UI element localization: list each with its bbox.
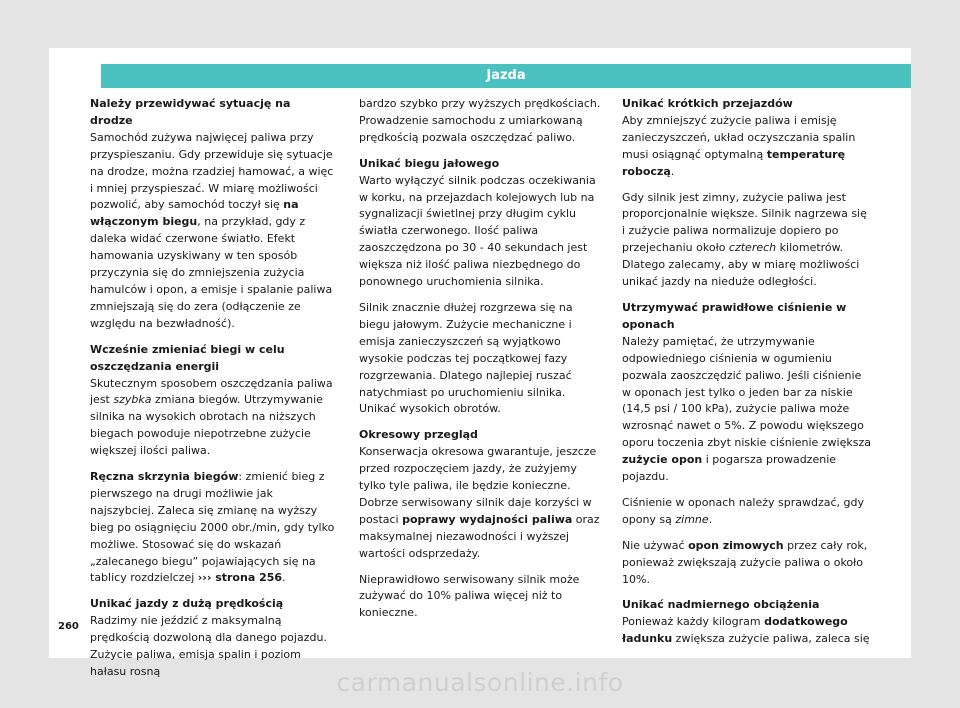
paragraph: Samochód zużywa najwięcej paliwa przy przyspieszaniu. Gdy przewiduje się sytuacje na drodze, można rzadziej hamować, a więc i mniej przyspieszać. W miarę możliwości pozwolić, aby samochód toczył się na włączonym biegu, na przykład, gdy z daleka widać czerwone światło. Efekt hamowania uzyskiwany w ten sposób przyczynia się do zmniejszenia zużycia hamulców i opon, a emisje i spalanie paliwa zmniejszają się do zera (odłączenie ze względu na bezwładność). — [90, 130, 334, 330]
heading-high-speed: Unikać jazdy z dużą prędkością — [90, 597, 284, 611]
heading-idle: Unikać biegu jałowego — [359, 156, 500, 170]
paragraph: Gdy silnik jest zimny, zużycie paliwa jest proporcjonalnie większe. Silnik nagrzewa się i zużycie paliwa normalizuje dopiero po przejechaniu około czterech kilometrów. Dlatego zalecamy, aby w miarę możliwości unikać jazdy na nieduże odległości. — [622, 190, 867, 289]
paragraph: Silnik znacznie dłużej rozgrzewa się na biegu jałowym. Zużycie mechaniczne i emisja zanieczyszczeń są wyjątkowo wysokie podczas tej początkowej fazy rozgrzewania. Dlatego najlepiej ruszać natychmiast po uruchomieniu silnika. Unikać wysokich obrotów. — [359, 300, 573, 416]
paragraph: Warto wyłączyć silnik podczas oczekiwania w korku, na przejazdach kolejowych lub na sygnalizacji świetlnej przy długim cyklu światła czerwonego. Ilość paliwa zaoszczędzona po 30 - 40 sekundach jest większa niż ilość paliwa niezbędnego do ponownego uruchomienia silnika. — [359, 173, 596, 289]
paragraph: Konserwacja okresowa gwarantuje, jeszcze przed rozpoczęciem jazdy, że zużyjemy tylko tyle paliwa, ile będzie konieczne. Dobrze serwisowany silnik daje korzyści w postaci poprawy wydajności paliwa oraz maksymalnej niezawodności i wyższej wartości odsprzedaży. — [359, 445, 600, 560]
heading-short-trips: Unikać krótkich przejazdów — [622, 97, 793, 110]
paragraph: Należy pamiętać, że utrzymywanie odpowiedniego ciśnienia w ogumieniu pozwala zaoszczędzić paliwo. Jeśli ciśnienie w oponach jest tylko o jeden bar za niskie (14,5 psi / 100 kPa), zużycie paliwa może wzrosnąć nawet o 5%. Z powodu większego oporu toczenia zbyt niskie ciśnienie zwiększa zużycie opon i pogarsza prowadzenie pojazdu. — [622, 334, 871, 484]
text-column-3 — [622, 96, 872, 657]
paragraph: Radzimy nie jeździć z maksymalną prędkością dozwoloną dla danego pojazdu. Zużycie paliwa, emisja spalin i poziom hałasu rosną — [90, 614, 327, 678]
heading-anticipate: Należy przewidywać sytuację na drodze — [90, 97, 291, 127]
paragraph: Ponieważ każdy kilogram dodatkowego ładunku zwiększa zużycie paliwa, zaleca się — [622, 615, 870, 646]
section-title: Jazda — [486, 68, 526, 83]
paragraph: Nieprawidłowo serwisowany silnik może zużywać do 10% paliwa więcej niż to konieczne. — [359, 572, 580, 620]
paragraph: Ciśnienie w oponach należy sprawdzać, gdy opony są zimne. — [622, 495, 865, 526]
paragraph: Ręczna skrzynia biegów: zmienić bieg z pierwszego na drugi możliwie jak najszybciej. Zaleca się zmianę na wyższy bieg po osiągnięciu 2000 obr./min, gdy tylko możliwe. Stosować się do wskazań „zalecanego biegu” pojawiających się na tablicy rozdzielczej ››› strona 256. — [90, 470, 335, 585]
heading-early-shift: Wcześnie zmieniać biegi w celu oszczędzania energii — [90, 342, 285, 373]
paragraph: Aby zmniejszyć zużycie paliwa i emisję zanieczyszczeń, układ oczyszczania spalin musi osiągnąć optymalną temperaturę roboczą. — [622, 113, 856, 178]
heading-service: Okresowy przegląd — [359, 428, 478, 442]
heading-overload: Unikać nadmiernego obciążenia — [622, 598, 820, 612]
paragraph: bardzo szybko przy wyższych prędkościach. Prowadzenie samochodu z umiarkowaną prędkością pozwala oszczędzać paliwo. — [359, 97, 601, 144]
text-column-1 — [90, 96, 336, 690]
page-reference-link[interactable]: ››› strona 256 — [197, 571, 283, 585]
paragraph: Nie używać opon zimowych przez cały rok, ponieważ zwiększają zużycie paliwa o około 10%. — [622, 538, 868, 586]
page-number: 260 — [58, 621, 79, 632]
section-header — [101, 64, 911, 88]
watermark-logo: carmanualsonline.info — [336, 668, 624, 697]
text-column-2 — [359, 96, 605, 631]
heading-tyre-pressure: Utrzymywać prawidłowe ciśnienie w oponach — [622, 300, 847, 331]
manual-page — [49, 48, 911, 678]
paragraph: Skutecznym sposobem oszczędzania paliwa jest szybka zmiana biegów. Utrzymywanie silnika na wysokich obrotach na niższych biegach powoduje niepotrzebne zużycie większej ilości paliwa. — [90, 376, 333, 458]
